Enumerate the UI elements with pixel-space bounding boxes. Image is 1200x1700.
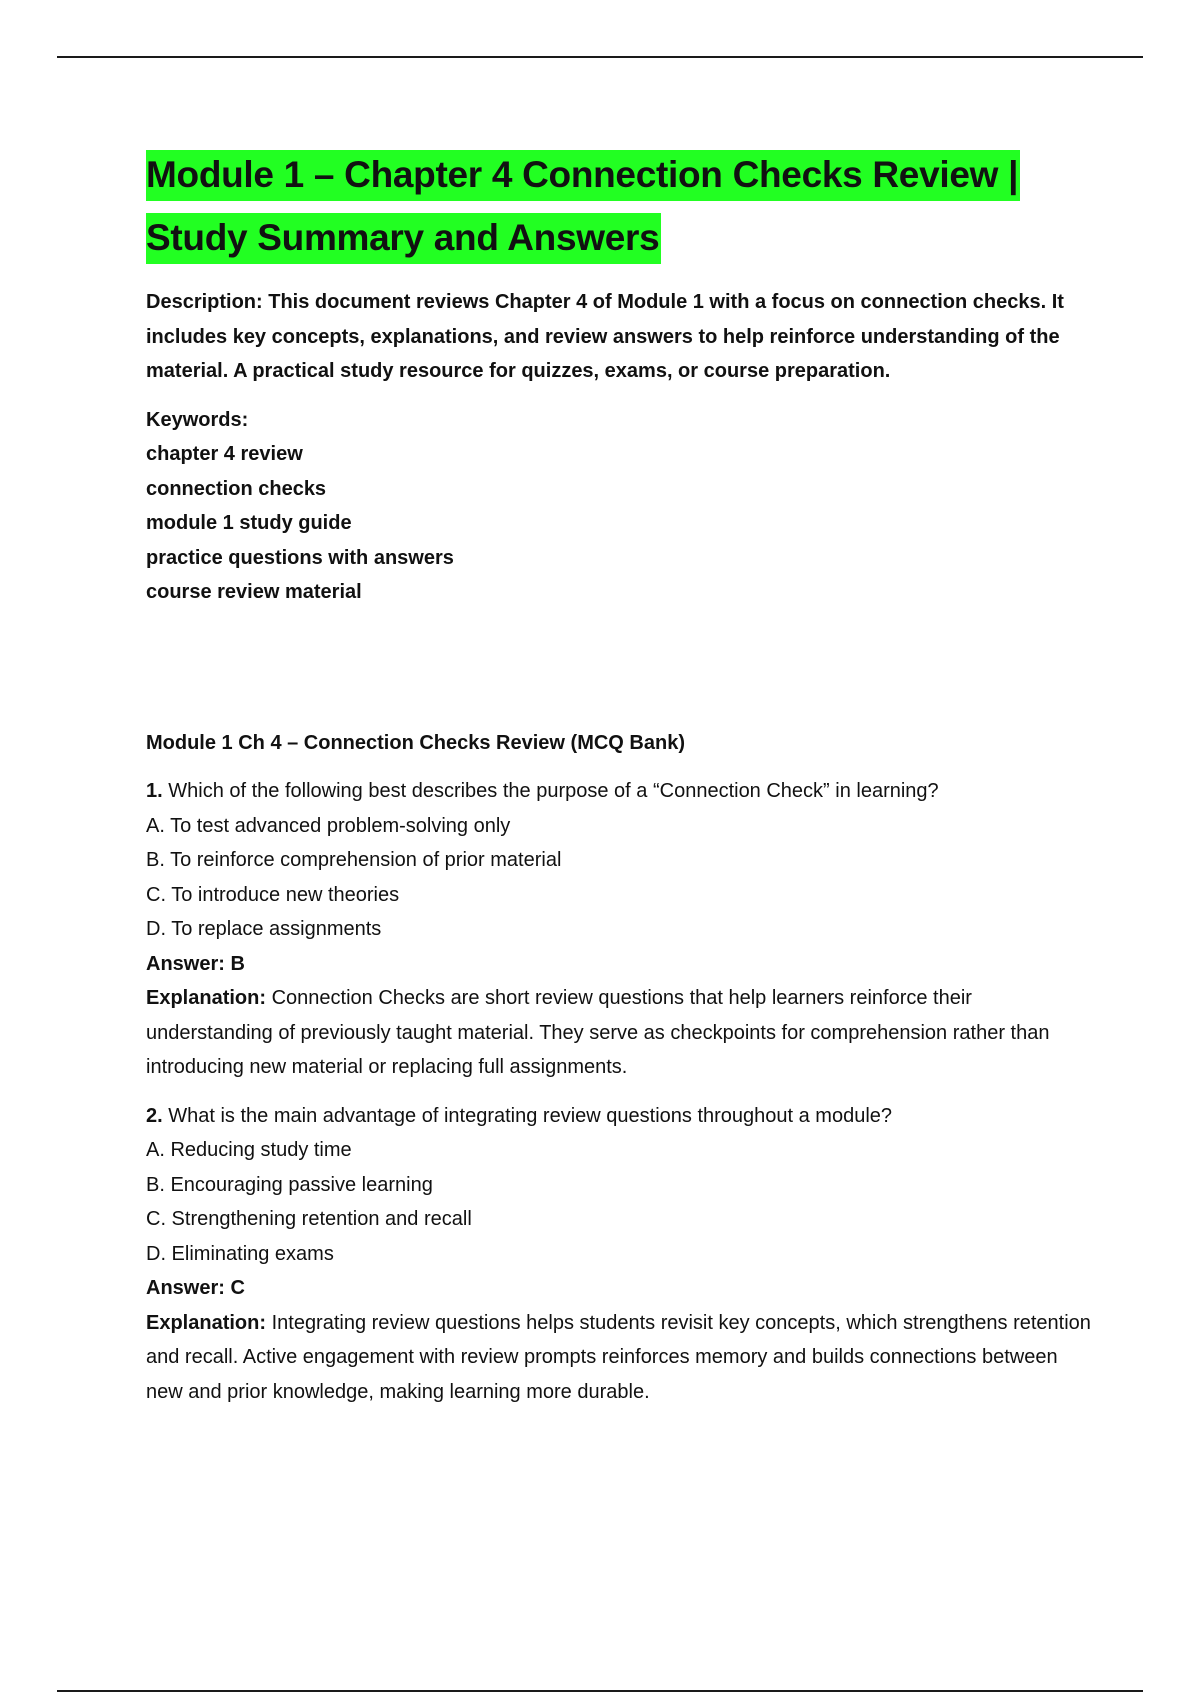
keyword-item: connection checks <box>146 477 327 500</box>
correct-answer: Answer: C <box>146 1277 245 1299</box>
question-1 <box>146 774 1096 1085</box>
question-number: 2. <box>146 1104 163 1127</box>
answer-option: B. To reinforce comprehension of prior material <box>146 849 562 871</box>
answer-option: C. Strengthening retention and recall <box>146 1208 472 1230</box>
mcq-heading: Module 1 Ch 4 – Connection Checks Review (MCQ Bank) <box>146 731 685 754</box>
bottom-rule <box>57 1690 1143 1692</box>
explanation-text: Connection Checks are short review questions that help learners reinforce their understanding of previously taught material. They serve as checkpoints for comprehension rather than introducing new material or replacing full assignments. <box>146 987 1050 1078</box>
answer-option: D. To replace assignments <box>146 918 382 940</box>
document-body <box>146 143 1096 1409</box>
question-text <box>146 774 1096 809</box>
answer-option: A. Reducing study time <box>146 1139 352 1161</box>
explanation <box>146 981 1096 1085</box>
question-prompt: What is the main advantage of integrating review questions throughout a module? <box>168 1104 893 1127</box>
keyword-item: practice questions with answers <box>146 546 454 569</box>
correct-answer: Answer: B <box>146 952 245 975</box>
title-line-1: Module 1 – Chapter 4 Connection Checks Review | <box>146 150 1020 201</box>
explanation-label: Explanation: <box>146 1311 267 1334</box>
title-line-2: Study Summary and Answers <box>146 213 661 264</box>
explanation-text: Integrating review questions helps students revisit key concepts, which strengthens retention and recall. Active engagement with review prompts reinforces memory and builds connections between new and prior knowledge, making learning more durable. <box>146 1311 1091 1403</box>
top-rule <box>57 56 1143 58</box>
document-description: Description: This document reviews Chapter 4 of Module 1 with a focus on connection checks. It includes key concepts, explanations, and review answers to help reinforce understanding of the material. A practical study resource for quizzes, exams, or course preparation. <box>146 291 1064 382</box>
keyword-item: chapter 4 review <box>146 443 303 465</box>
question-number: 1. <box>146 780 163 802</box>
question-2 <box>146 1099 1096 1410</box>
question-prompt: Which of the following best describes the purpose of a “Connection Check” in learning? <box>168 780 939 802</box>
keyword-item: module 1 study guide <box>146 512 352 534</box>
answer-option: A. To test advanced problem-solving only <box>146 814 511 837</box>
keywords-section <box>146 403 1096 610</box>
question-text <box>146 1099 1096 1134</box>
keyword-item: course review material <box>146 581 362 603</box>
document-title <box>146 143 1096 269</box>
answer-option: D. Eliminating exams <box>146 1242 334 1265</box>
explanation-label: Explanation: <box>146 987 267 1009</box>
answer-option: B. Encouraging passive learning <box>146 1173 433 1196</box>
explanation <box>146 1306 1096 1410</box>
answer-option: C. To introduce new theories <box>146 883 400 906</box>
keywords-label: Keywords: <box>146 408 249 431</box>
